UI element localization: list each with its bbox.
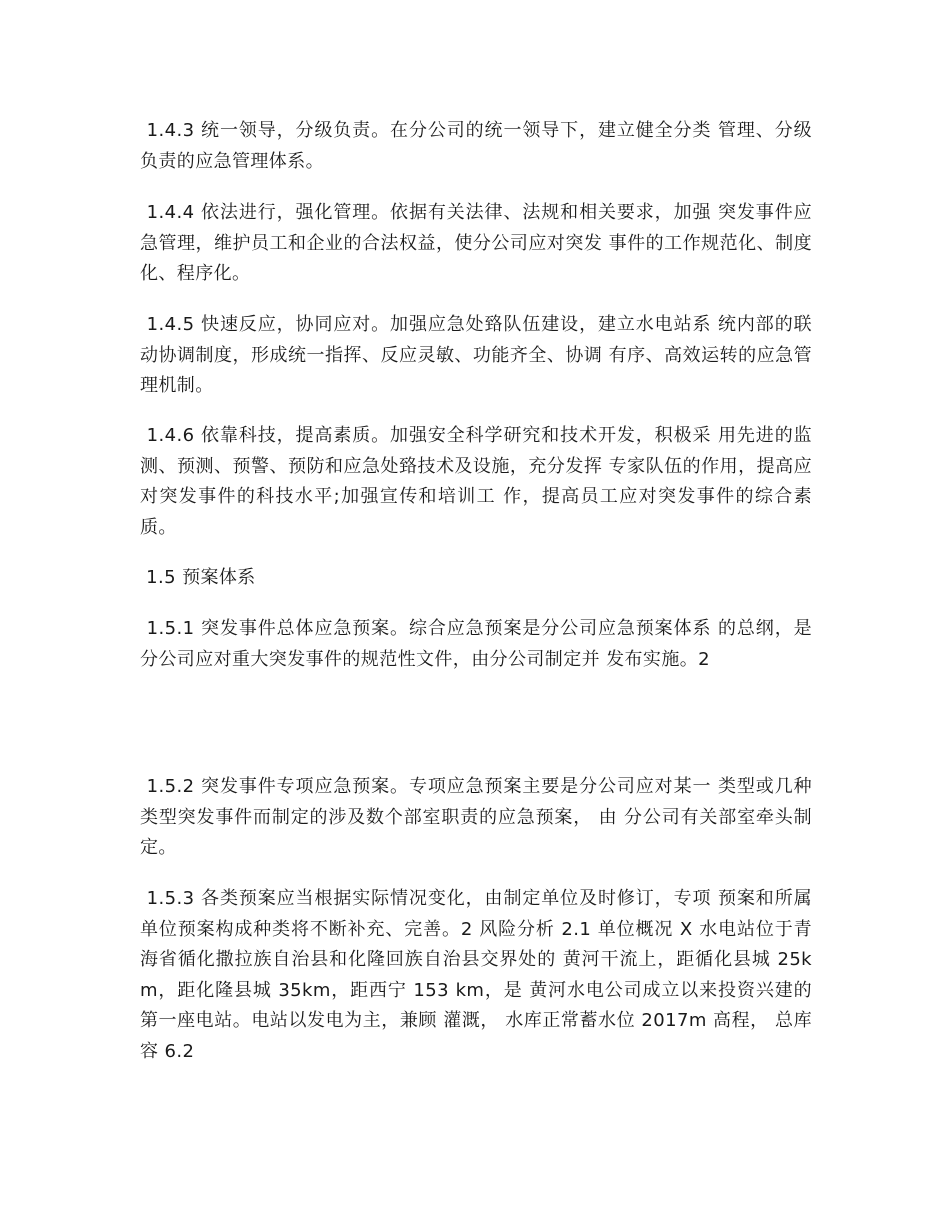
paragraph-1-5-3: 1.5.3 各类预案应当根据实际情况变化，由制定单位及时修订，专项 预案和所属单位预案构成种类将不断补充、完善。2 风险分析 2.1 单位概况 X 水电站位于青海省循化撒拉族自治县和化隆回族自治县交界处的 黄河干流上，距循化县城 25km，距化隆县城 35km，距西宁 153 km，是 黄河水电公司成立以来投资兴建的第一座电站。电站以发电为主，兼顾 灌溉， 水库正常蓄水位 2017m 高程， 总库容 6.2 xyxy=(140,888,812,1062)
paragraph-1-4-5: 1.4.5 快速反应，协同应对。加强应急处臵队伍建设，建立水电站系 统内部的联动协调制度，形成统一指挥、反应灵敏、功能齐全、协调 有序、高效运转的应急管理机制。 xyxy=(140,314,812,396)
paragraph-1-4-6: 1.4.6 依靠科技，提高素质。加强安全科学研究和技术开发，积极采 用先进的监测、预测、预警、预防和应急处臵技术及设施，充分发挥 专家队伍的作用，提高应对突发事件的科技水平;加强宣传和培训工 作，提高员工应对突发事件的综合素质。 xyxy=(140,425,812,538)
section-heading-1-5: 1.5 预案体系 xyxy=(140,567,256,588)
paragraph-1-5-1: 1.5.1 突发事件总体应急预案。综合应急预案是分公司应急预案体系 的总纲，是分公司应对重大突发事件的规范性文件，由分公司制定并 发布实施。2 xyxy=(140,618,812,670)
paragraph-1-4-4: 1.4.4 依法进行，强化管理。依据有关法律、法规和相关要求，加强 突发事件应急管理，维护员工和企业的合法权益，使分公司应对突发 事件的工作规范化、制度化、程序化。 xyxy=(140,202,812,284)
paragraph-1-5-2: 1.5.2 突发事件专项应急预案。专项应急预案主要是分公司应对某一 类型或几种类型突发事件而制定的涉及数个部室职责的应急预案， 由 分公司有关部室牵头制定。 xyxy=(140,776,812,858)
paragraph-1-4-3: 1.4.3 统一领导，分级负责。在分公司的统一领导下，建立健全分类 管理、分级负责的应急管理体系。 xyxy=(140,120,812,172)
